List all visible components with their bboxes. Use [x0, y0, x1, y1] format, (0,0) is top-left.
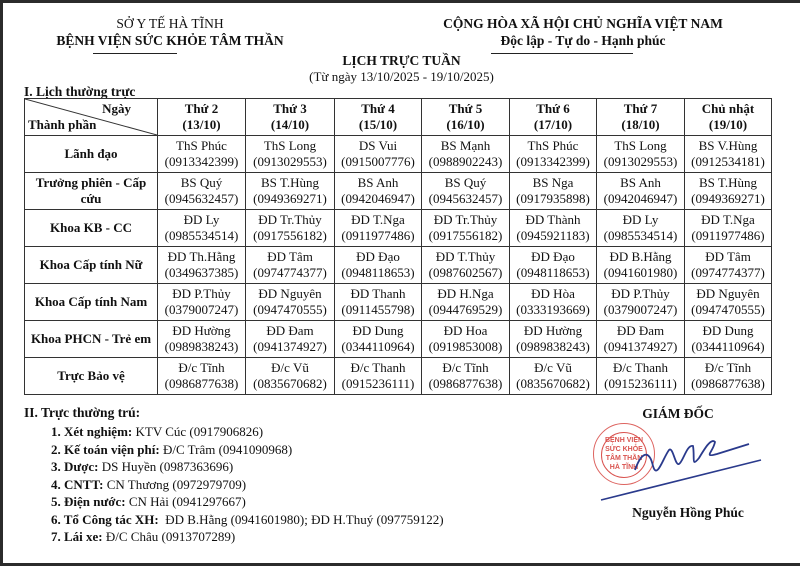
staff-name: Đ/c Tĩnh	[178, 360, 225, 375]
staff-name: ThS Long	[263, 138, 317, 153]
role-label: Khoa Cấp tính Nữ	[25, 247, 158, 284]
staff-name: ĐD T.Nga	[351, 212, 405, 227]
day-header-cell	[510, 99, 597, 136]
corner-header-cell	[25, 99, 158, 136]
staff-phone: (0945632457)	[428, 191, 503, 206]
duty-cell	[246, 321, 335, 358]
staff-name: ĐD Tr.Thủy	[433, 212, 498, 227]
day-date: (18/10)	[621, 117, 660, 132]
duty-cell	[335, 321, 422, 358]
staff-phone: (0974774377)	[253, 265, 327, 280]
duty-cell	[597, 210, 685, 247]
staff-name: ĐD Dung	[702, 323, 754, 338]
document-title: LỊCH TRỰC TUẦN	[342, 53, 461, 68]
staff-phone: (0835670682)	[253, 376, 327, 391]
duty-cell	[597, 247, 685, 284]
staff-phone: (0349637385)	[164, 265, 239, 280]
agency-name: SỞ Y TẾ HÀ TĨNH	[116, 16, 224, 31]
day-name: Thứ 6	[536, 101, 570, 116]
table-row	[25, 247, 772, 284]
staff-phone: (0344110964)	[341, 339, 415, 354]
resident-duty-role: 5. Điện nước:	[51, 494, 126, 509]
role-label: Trưởng phiên - Cấp cứu	[25, 173, 158, 210]
day-header-cell	[685, 99, 772, 136]
resident-duty-role: 6. Tổ Công tác XH:	[51, 511, 159, 527]
staff-phone: (0985534514)	[603, 228, 678, 243]
resident-duty-item	[51, 459, 233, 475]
staff-phone: (0835670682)	[516, 376, 590, 391]
staff-name: BS Mạnh	[440, 138, 491, 153]
role-label: Khoa PHCN - Trẻ em	[25, 321, 158, 358]
duty-cell	[422, 358, 510, 395]
staff-phone: (0989838243)	[516, 339, 590, 354]
resident-duty-staff: Đ/C Trâm (0941090968)	[159, 441, 293, 457]
duty-cell	[335, 284, 422, 321]
role-label: Trực Bảo vệ	[25, 358, 158, 395]
duty-cell	[158, 136, 246, 173]
table-row	[25, 136, 772, 173]
day-name: Thứ 4	[361, 101, 395, 116]
staff-name: ĐD Đạo	[356, 249, 400, 264]
staff-phone: (0915007776)	[341, 154, 415, 169]
day-name: Thứ 7	[623, 101, 658, 116]
day-date: (13/10)	[182, 117, 221, 132]
staff-name: Đ/c Vũ	[271, 360, 309, 375]
duty-cell	[246, 358, 335, 395]
staff-name: ThS Phúc	[527, 138, 579, 153]
day-header-cell	[158, 99, 246, 136]
day-date: (15/10)	[358, 117, 398, 132]
duty-cell	[335, 210, 422, 247]
staff-phone: (0913029553)	[603, 154, 678, 169]
nation-name: CỘNG HÒA XÃ HỘI CHỦ NGHĨA VIỆT NAM	[443, 16, 723, 31]
resident-duty-role: 1. Xét nghiệm:	[51, 424, 133, 439]
staff-phone: (0941374927)	[253, 339, 327, 354]
resident-duty-role: 3. Dược:	[51, 459, 99, 474]
staff-name: Đ/c Thanh	[350, 360, 406, 375]
duty-cell	[246, 247, 335, 284]
duty-cell	[158, 247, 246, 284]
staff-name: ĐD Nguyên	[258, 286, 322, 301]
resident-duty-staff: KTV Cúc (0917906826)	[132, 424, 264, 439]
staff-phone: (0942046947)	[341, 191, 415, 206]
resident-duty-staff: CN Thương (0972979709)	[103, 476, 247, 492]
resident-duty-role: 7. Lái xe:	[51, 529, 103, 544]
corner-role-label: Thành phần	[28, 117, 97, 132]
role-label: Lãnh đạo	[25, 136, 158, 173]
staff-name: ĐD B.Hằng	[609, 249, 672, 264]
table-header-row	[25, 99, 772, 136]
day-header-cell	[335, 99, 422, 136]
duty-cell	[685, 247, 772, 284]
staff-phone: (0949369271)	[253, 191, 327, 206]
staff-name: ĐD Tâm	[705, 249, 751, 264]
staff-name: DS Vui	[358, 138, 398, 153]
staff-name: ĐD Tâm	[267, 249, 313, 264]
day-name: Thứ 5	[448, 101, 483, 116]
staff-phone: (0913029553)	[253, 154, 327, 169]
day-date: (14/10)	[270, 117, 310, 132]
duty-cell	[158, 321, 246, 358]
duty-cell	[335, 173, 422, 210]
staff-name: Đ/c Vũ	[534, 360, 572, 375]
duty-cell	[246, 173, 335, 210]
duty-cell	[510, 358, 597, 395]
staff-phone: (0915236111)	[341, 376, 415, 391]
resident-duty-item	[51, 494, 246, 510]
hospital-name: BỆNH VIỆN SỨC KHỎE TÂM THẦN	[56, 33, 284, 48]
staff-name: ĐD Ly	[622, 212, 659, 227]
staff-name: ĐD Đam	[266, 323, 314, 338]
duty-cell	[685, 210, 772, 247]
resident-duty-staff: ĐD B.Hằng (0941601980); ĐD H.Thuý (097759122)	[158, 511, 444, 527]
staff-name: BS Nga	[532, 175, 574, 190]
document-page	[3, 3, 800, 563]
duty-cell	[510, 136, 597, 173]
duty-cell	[597, 358, 685, 395]
staff-phone: (0917556182)	[428, 228, 503, 243]
staff-name: BS Quý	[444, 175, 487, 190]
duty-cell	[246, 136, 335, 173]
duty-cell	[685, 321, 772, 358]
staff-phone: (0988902243)	[428, 154, 503, 169]
resident-duty-item	[51, 529, 235, 545]
duty-cell	[422, 284, 510, 321]
staff-name: ĐD Tr.Thủy	[258, 212, 322, 227]
staff-phone: (0919853008)	[428, 339, 503, 354]
duty-cell	[510, 173, 597, 210]
staff-name: ĐD Nguyên	[696, 286, 760, 301]
day-name: Chủ nhật	[701, 101, 755, 116]
staff-phone: (0986877638)	[164, 376, 239, 391]
resident-duty-role: 2. Kế toán viện phí:	[51, 441, 160, 457]
staff-name: BS Anh	[620, 175, 661, 190]
duty-cell	[158, 358, 246, 395]
duty-cell	[510, 210, 597, 247]
staff-phone: (0344110964)	[691, 339, 765, 354]
staff-phone: (0941601980)	[603, 265, 678, 280]
duty-cell	[422, 173, 510, 210]
staff-name: ĐD T.Nga	[701, 212, 755, 227]
duty-cell	[335, 136, 422, 173]
staff-phone: (0945632457)	[164, 191, 239, 206]
staff-name: ĐD Đạo	[531, 249, 575, 264]
staff-name: ĐD H.Nga	[437, 286, 494, 301]
duty-cell	[510, 247, 597, 284]
day-header-cell	[246, 99, 335, 136]
duty-cell	[158, 284, 246, 321]
staff-name: ĐD Ly	[183, 212, 220, 227]
staff-name: Đ/c Tĩnh	[704, 360, 752, 375]
duty-cell	[246, 284, 335, 321]
staff-name: ThS Long	[614, 138, 667, 153]
table-row	[25, 358, 772, 395]
staff-phone: (0912534181)	[691, 154, 765, 169]
duty-cell	[685, 136, 772, 173]
staff-phone: (0986877638)	[428, 376, 503, 391]
nation-motto: Độc lập - Tự do - Hạnh phúc	[500, 33, 666, 48]
stamp-text-line: HÀ TĨNH	[609, 464, 639, 471]
duty-cell	[246, 210, 335, 247]
signature-scribble	[583, 418, 763, 508]
resident-duty-item	[51, 424, 263, 440]
staff-phone: (0948118653)	[341, 265, 415, 280]
staff-phone: (0911977486)	[341, 228, 415, 243]
staff-phone: (0379007247)	[603, 302, 678, 317]
resident-duty-staff: CN Hải (0941297667)	[125, 494, 246, 509]
staff-phone: (0911455798)	[341, 302, 415, 317]
day-date: (16/10)	[446, 117, 485, 132]
table-row	[25, 321, 772, 358]
staff-name: BS T.Hùng	[698, 175, 758, 190]
duty-cell	[685, 358, 772, 395]
staff-phone: (0913342399)	[516, 154, 590, 169]
staff-name: ĐD Hòa	[531, 286, 575, 301]
table-row	[25, 284, 772, 321]
day-header-cell	[422, 99, 510, 136]
day-date: (17/10)	[533, 117, 573, 132]
duty-cell	[597, 136, 685, 173]
duty-cell	[335, 358, 422, 395]
staff-phone: (0333193669)	[516, 302, 590, 317]
staff-phone: (0948118653)	[516, 265, 590, 280]
role-label: Khoa Cấp tính Nam	[25, 284, 158, 321]
staff-phone: (0917556182)	[253, 228, 327, 243]
staff-name: ĐD Thành	[525, 212, 581, 227]
day-name: Thứ 2	[184, 101, 219, 116]
staff-name: BS Quý	[180, 175, 223, 190]
staff-phone: (0915236111)	[604, 376, 677, 391]
stamp-text-line: SỨC KHỎE	[605, 446, 643, 453]
staff-name: ĐD P.Thủy	[172, 286, 231, 301]
staff-phone: (0987602567)	[428, 265, 503, 280]
duty-cell	[158, 173, 246, 210]
staff-phone: (0986877638)	[691, 376, 765, 391]
staff-phone: (0911977486)	[691, 228, 765, 243]
duty-cell	[510, 284, 597, 321]
staff-phone: (0974774377)	[691, 265, 765, 280]
staff-name: ĐD Dung	[352, 323, 404, 338]
duty-cell	[685, 173, 772, 210]
role-label: Khoa KB - CC	[25, 210, 158, 247]
resident-duty-item	[51, 512, 444, 528]
duty-cell	[597, 173, 685, 210]
document-date-range: (Từ ngày 13/10/2025 - 19/10/2025)	[309, 69, 494, 84]
staff-name: ĐD Th.Hằng	[167, 249, 236, 264]
duty-schedule-table	[24, 98, 772, 395]
staff-name: BS V.Hùng	[698, 138, 758, 153]
day-name: Thứ 3	[273, 101, 307, 116]
staff-name: ĐD T.Thủy	[435, 249, 496, 264]
staff-name: ThS Phúc	[176, 138, 227, 153]
staff-phone: (0985534514)	[164, 228, 239, 243]
staff-name: BS Anh	[357, 175, 399, 190]
staff-phone: (0944769529)	[428, 302, 503, 317]
duty-cell	[597, 321, 685, 358]
staff-phone: (0917935898)	[516, 191, 590, 206]
staff-phone: (0942046947)	[603, 191, 678, 206]
duty-cell	[422, 321, 510, 358]
duty-cell	[422, 136, 510, 173]
staff-phone: (0947470555)	[253, 302, 327, 317]
staff-name: ĐD Đam	[616, 323, 665, 338]
duty-cell	[510, 321, 597, 358]
staff-name: ĐD Hường	[523, 323, 583, 338]
staff-phone: (0949369271)	[691, 191, 765, 206]
day-header-cell	[597, 99, 685, 136]
resident-duty-role: 4. CNTT:	[51, 476, 104, 492]
section-1-heading: I. Lịch thường trực	[24, 84, 136, 99]
duty-cell	[685, 284, 772, 321]
duty-cell	[422, 247, 510, 284]
staff-name: BS T.Hùng	[260, 175, 320, 190]
staff-name: ĐD Hoa	[443, 323, 488, 338]
table-row	[25, 173, 772, 210]
staff-phone: (0947470555)	[691, 302, 765, 317]
staff-name: ĐD Thanh	[350, 286, 406, 301]
director-name: Nguyễn Hồng Phúc	[632, 505, 744, 520]
duty-cell	[335, 247, 422, 284]
resident-duty-item	[51, 477, 246, 493]
staff-phone: (0945921183)	[516, 228, 590, 243]
resident-duty-staff: Đ/C Châu (0913707289)	[102, 529, 236, 544]
staff-name: ĐD P.Thủy	[611, 286, 670, 301]
stamp-text-line: BỆNH VIỆN	[604, 437, 644, 444]
stamp-text-line: TÂM THẦN	[605, 455, 643, 462]
resident-duty-item	[51, 442, 292, 458]
corner-day-label: Ngày	[102, 101, 131, 116]
staff-phone: (0941374927)	[603, 339, 678, 354]
staff-phone: (0913342399)	[164, 154, 239, 169]
director-title: GIÁM ĐỐC	[642, 406, 714, 421]
staff-name: Đ/c Tĩnh	[442, 360, 489, 375]
duty-cell	[422, 210, 510, 247]
section-2-heading: II. Trực thường trú:	[24, 405, 141, 420]
duty-cell	[597, 284, 685, 321]
staff-name: ĐD Hường	[172, 323, 231, 338]
duty-cell	[158, 210, 246, 247]
table-row	[25, 210, 772, 247]
day-date: (19/10)	[708, 117, 748, 132]
staff-phone: (0379007247)	[164, 302, 239, 317]
staff-phone: (0989838243)	[164, 339, 239, 354]
staff-name: Đ/c Thanh	[613, 360, 668, 375]
resident-duty-staff: DS Huyền (0987363696)	[98, 459, 234, 474]
